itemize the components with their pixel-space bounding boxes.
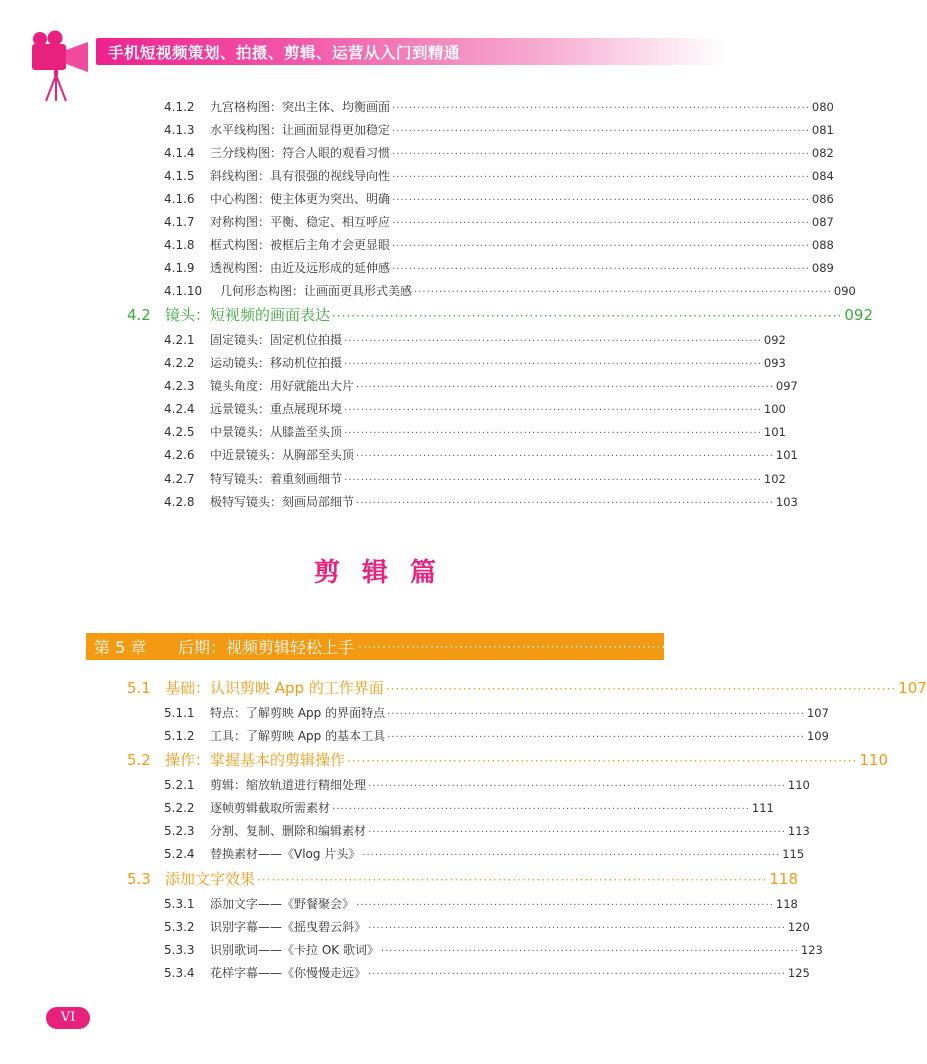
toc-entry-title: 固定镜头：固定机位拍摄	[210, 333, 343, 347]
toc-entry-title: 水平线构图：让画面显得更加稳定	[210, 123, 391, 137]
toc-entry-page: 081	[811, 123, 834, 137]
toc-entry-page: 101	[763, 425, 786, 439]
toc-entry-title: 框式构图：被框后主角才会更显眼	[210, 238, 391, 252]
toc-entry-title: 对称构图：平衡、稳定、相互呼应	[210, 215, 391, 229]
toc-entry[interactable]	[164, 941, 823, 959]
toc-entry[interactable]	[164, 331, 786, 349]
toc-entry[interactable]	[164, 446, 798, 464]
toc-leader-dots: ····································································································	[392, 103, 810, 114]
toc-entry-number: 4.2.6	[164, 448, 195, 462]
toc-leader-dots: ····································································································	[368, 969, 786, 980]
toc-entry-number: 5.2.4	[164, 847, 195, 861]
toc-leader-dots: ····································································································	[344, 428, 762, 439]
toc-entry[interactable]	[164, 727, 829, 745]
toc-entry-number: 5.3.1	[164, 897, 195, 911]
toc-leader-dots: ····································································································	[344, 475, 762, 486]
toc-entry-title: 剪辑：缩放轨道进行精细处理	[210, 778, 367, 792]
toc-entry[interactable]	[164, 423, 786, 441]
toc-entry[interactable]	[164, 213, 834, 231]
section-title: 基础：认识剪映 App 的工作界面	[165, 679, 384, 697]
toc-entry-title: 识别歌词——《卡拉 OK 歌词》	[210, 943, 379, 957]
section-number: 5.1	[127, 679, 151, 697]
toc-entry[interactable]	[164, 377, 798, 395]
toc-entry-number: 5.1.2	[164, 729, 195, 743]
toc-leader-dots: ····································································································	[344, 359, 762, 370]
toc-entry-title: 识别字幕——《摇曳碧云斜》	[210, 920, 367, 934]
toc-entry-number: 4.1.9	[164, 261, 195, 275]
toc-entry-page: 125	[787, 966, 810, 980]
toc-entry-number: 4.1.3	[164, 123, 195, 137]
toc-entry-number: 5.2.1	[164, 778, 195, 792]
toc-leader-dots: ····································································································	[392, 264, 810, 275]
toc-entry-page: 102	[763, 472, 786, 486]
section-title: 添加文字效果	[165, 870, 256, 888]
toc-entry[interactable]	[164, 493, 798, 511]
toc-entry-number: 5.3.3	[164, 943, 195, 957]
chapter-title: 后期：视频剪辑轻松上手	[178, 638, 355, 657]
toc-entry-page: 086	[811, 192, 834, 206]
toc-entry-page: 103	[775, 495, 798, 509]
toc-entry-page: 100	[763, 402, 786, 416]
toc-leader-dots: ····································································································	[356, 451, 774, 462]
toc-entry-number: 4.1.2	[164, 100, 195, 114]
toc-entry-number: 4.1.7	[164, 215, 195, 229]
toc-leader-dots: ····································································································	[392, 195, 810, 206]
toc-entry[interactable]	[164, 121, 834, 139]
toc-entry-title: 镜头角度：用好就能出大片	[210, 379, 355, 393]
book-title: 手机短视频策划、拍摄、剪辑、运营从入门到精通	[108, 44, 461, 62]
toc-leader-dots: ····································································································	[344, 336, 762, 347]
toc-entry-page: 092	[763, 333, 786, 347]
section-title: 镜头：短视频的画面表达	[165, 306, 331, 324]
toc-chapter-5[interactable]	[86, 633, 884, 660]
toc-entry-page: 109	[806, 729, 829, 743]
toc-entry-page: 101	[775, 448, 798, 462]
toc-leader-dots: ··········································································································	[332, 309, 843, 323]
toc-leader-dots: ····································································································	[392, 241, 810, 252]
toc-entry-title: 透视构图：由近及远形成的延伸感	[210, 261, 391, 275]
toc-entry-number: 4.2.4	[164, 402, 195, 416]
toc-leader-dots: ····································································································	[392, 149, 810, 160]
toc-entry[interactable]	[164, 354, 786, 372]
toc-leader-dots: ····································································································	[356, 900, 774, 911]
toc-entry[interactable]	[164, 236, 834, 254]
toc-entry-page: 089	[811, 261, 834, 275]
page-number-badge: VI	[46, 1007, 90, 1029]
page-header	[0, 0, 750, 100]
toc-leader-dots: ····································································································	[368, 923, 786, 934]
toc-leader-dots: ··········································································································	[347, 754, 858, 768]
toc-entry-title: 几何形态构图：让画面更具形式美感	[220, 284, 413, 298]
section-title: 操作：掌握基本的剪辑操作	[165, 751, 346, 769]
toc-entry-page: 120	[787, 920, 810, 934]
toc-section-5-1[interactable]	[127, 677, 927, 699]
toc-entry-page: 115	[782, 847, 805, 861]
toc-entry-number: 5.3.2	[164, 920, 195, 934]
toc-entry-title: 特写镜头：着重刻画细节	[210, 472, 343, 486]
toc-entry-title: 斜线构图：具有很强的视线导向性	[210, 169, 391, 183]
toc-leader-dots: ··········································································································	[257, 873, 768, 887]
film-camera-icon	[30, 30, 100, 102]
toc-leader-dots: ····································································································	[368, 827, 786, 838]
toc-entry[interactable]	[164, 400, 786, 418]
toc-entry-page: 090	[833, 284, 856, 298]
toc-entry-page: 107	[806, 706, 829, 720]
toc-section-5-2[interactable]	[127, 749, 888, 771]
toc-entry-title: 极特写镜头：刻画局部细节	[210, 495, 355, 509]
chapter-page: 106	[853, 637, 884, 656]
toc-section-5-3[interactable]	[127, 868, 798, 890]
toc-entry-page: 084	[811, 169, 834, 183]
toc-entry-page: 123	[800, 943, 823, 957]
toc-entry[interactable]	[164, 98, 834, 116]
toc-leader-dots: ····································································································	[368, 781, 786, 792]
section-page: 107	[898, 679, 927, 697]
toc-leader-dots: ··········································································································	[385, 682, 897, 696]
toc-entry-number: 4.2.2	[164, 356, 195, 370]
toc-entry-number: 4.1.10	[164, 284, 203, 298]
toc-entry-title: 三分线构图：符合人眼的观看习惯	[210, 146, 391, 160]
toc-entry-page: 118	[775, 897, 798, 911]
toc-entry-number: 4.1.6	[164, 192, 195, 206]
toc-leader-dots: ····································································································	[392, 126, 810, 137]
toc-entry-page: 088	[811, 238, 834, 252]
toc-entry-title: 添加文字——《野餐聚会》	[210, 897, 355, 911]
toc-entry-title: 中近景镜头：从胸部至头顶	[210, 448, 355, 462]
toc-entry-page: 093	[763, 356, 786, 370]
toc-entry-page: 111	[751, 801, 774, 815]
toc-entry[interactable]	[164, 259, 834, 277]
toc-entry-number: 4.1.4	[164, 146, 195, 160]
toc-entry-title: 运动镜头：移动机位拍摄	[210, 356, 343, 370]
toc-entry-title: 逐帧剪辑截取所需素材	[210, 801, 331, 815]
toc-entry[interactable]	[164, 845, 805, 863]
toc-leader-dots: ····································································································	[344, 405, 762, 416]
toc-entry-page: 110	[787, 778, 810, 792]
toc-entry-title: 分割、复制、删除和编辑素材	[210, 824, 367, 838]
toc-entry-number: 4.1.5	[164, 169, 195, 183]
toc-leader-dots: ····································································································	[392, 218, 810, 229]
toc-entry[interactable]	[164, 918, 810, 936]
toc-entry-page: 080	[811, 100, 834, 114]
toc-entry-number: 4.2.8	[164, 495, 195, 509]
toc-leader-dots: ····································································································	[356, 382, 774, 393]
toc-entry-number: 5.1.1	[164, 706, 195, 720]
toc-entry-title: 替换素材——《Vlog 片头》	[210, 847, 361, 861]
toc-entry-title: 远景镜头：重点展现环境	[210, 402, 343, 416]
toc-entry-number: 4.2.5	[164, 425, 195, 439]
toc-entry-number: 4.1.8	[164, 238, 195, 252]
toc-entry-number: 4.2.7	[164, 472, 195, 486]
toc-entry-title: 九宫格构图：突出主体、均衡画面	[210, 100, 391, 114]
toc-leader-dots: ····································································································	[387, 732, 805, 743]
section-number: 5.2	[127, 751, 151, 769]
toc-entry[interactable]	[164, 190, 834, 208]
toc-entry-number: 5.2.2	[164, 801, 195, 815]
toc-entry-title: 特点：了解剪映 App 的界面特点	[210, 706, 386, 720]
section-page: 110	[859, 751, 888, 769]
section-page: 118	[769, 870, 798, 888]
toc-entry[interactable]	[164, 144, 834, 162]
toc-entry[interactable]	[164, 470, 786, 488]
toc-entry-page: 087	[811, 215, 834, 229]
toc-entry[interactable]	[164, 776, 810, 794]
toc-entry[interactable]	[164, 822, 810, 840]
toc-entry[interactable]	[164, 895, 798, 913]
toc-entry-title: 工具：了解剪映 App 的基本工具	[210, 729, 386, 743]
toc-entry[interactable]	[164, 282, 856, 300]
chapter-number: 第 5 章	[94, 638, 147, 657]
toc-entry-number: 5.2.3	[164, 824, 195, 838]
toc-entry-page: 113	[787, 824, 810, 838]
toc-entry[interactable]	[164, 704, 829, 722]
toc-leader-dots: ····································································································	[332, 804, 750, 815]
toc-entry-page: 082	[811, 146, 834, 160]
section-page: 092	[844, 306, 873, 324]
toc-section-4-2[interactable]	[127, 304, 873, 326]
section-number: 5.3	[127, 870, 151, 888]
toc-leader-dots: ····································································································	[414, 287, 832, 298]
toc-leader-dots: ····································································································	[362, 850, 781, 861]
toc-leader-dots: ····································································································	[387, 709, 805, 720]
toc-entry-number: 5.3.4	[164, 966, 195, 980]
toc-entry-page: 097	[775, 379, 798, 393]
toc-entry-number: 4.2.3	[164, 379, 195, 393]
toc-entry-title: 中心构图：使主体更为突出、明确	[210, 192, 391, 206]
toc-leader-dots: ····································································································	[356, 498, 774, 509]
toc-entry[interactable]	[164, 799, 774, 817]
toc-entry-title: 花样字幕——《你慢慢走远》	[210, 966, 367, 980]
toc-entry-title: 中景镜头：从膝盖至头顶	[210, 425, 343, 439]
toc-entry[interactable]	[164, 964, 810, 982]
toc-entry[interactable]	[164, 167, 834, 185]
toc-leader-dots: ······································································································	[358, 639, 850, 654]
toc-leader-dots: ····································································································	[380, 946, 799, 957]
part-title: 剪辑篇	[313, 558, 458, 588]
toc-leader-dots: ····································································································	[392, 172, 810, 183]
toc-entry-number: 4.2.1	[164, 333, 195, 347]
section-number: 4.2	[127, 306, 151, 324]
